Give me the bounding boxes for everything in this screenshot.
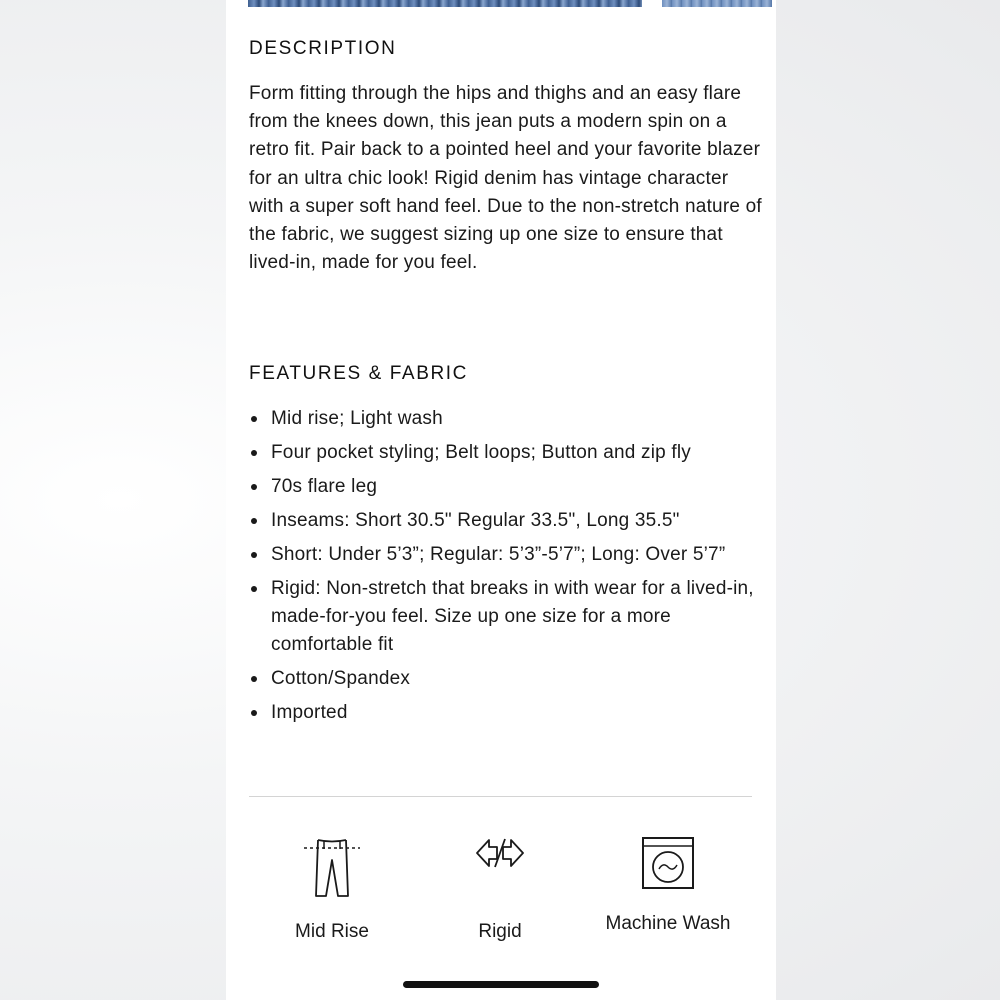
rigid-icon <box>475 836 525 870</box>
care-item-machine-wash <box>598 836 738 938</box>
bullet-icon <box>251 518 257 524</box>
description-heading: DESCRIPTION <box>249 38 397 59</box>
product-photo-thumbnail[interactable] <box>662 0 772 7</box>
list-item <box>249 473 764 501</box>
list-item <box>249 575 764 659</box>
feature-text: Cotton/Spandex <box>271 668 411 689</box>
product-details-panel <box>226 0 776 1000</box>
product-photo-main[interactable] <box>248 0 642 7</box>
bullet-icon <box>251 416 257 422</box>
bullet-icon <box>251 676 257 682</box>
list-item <box>249 699 764 727</box>
machine-wash-icon <box>641 836 695 890</box>
bullet-icon <box>251 586 257 592</box>
list-item <box>249 405 764 433</box>
feature-text: Four pocket styling; Belt loops; Button and zip fly <box>271 442 691 463</box>
feature-text: 70s flare leg <box>271 476 378 497</box>
feature-text: Inseams: Short 30.5" Regular 33.5", Long 35.5" <box>271 510 680 531</box>
bullet-icon <box>251 484 257 490</box>
list-item <box>249 439 764 467</box>
section-divider <box>249 796 752 797</box>
care-item-mid-rise <box>262 836 402 946</box>
description-text: Form fitting through the hips and thighs and an easy flare from the knees down, this jean puts a modern spin on a retro fit. Pair back to a pointed heel and your favorite blazer for an ultra chic look! Rigid denim has vintage character with a super soft hand feel. Due to the non-stretch nature of the fabric, we suggest sizing up one size to ensure that lived-in, made for you feel. <box>249 83 762 274</box>
list-item <box>249 507 764 535</box>
care-label: Rigid <box>478 921 522 942</box>
feature-text: Imported <box>271 702 348 723</box>
home-indicator[interactable] <box>403 981 599 988</box>
features-list <box>249 405 764 733</box>
feature-text: Mid rise; Light wash <box>271 408 443 429</box>
feature-text: Rigid: Non-stretch that breaks in with wear for a lived-in, made-for-you feel. Size up one size for a more comfortable fit <box>271 578 754 655</box>
list-item <box>249 541 764 569</box>
bullet-icon <box>251 552 257 558</box>
list-item <box>249 665 764 693</box>
features-heading: FEATURES & FABRIC <box>249 363 468 384</box>
mid-rise-icon <box>302 836 362 898</box>
bullet-icon <box>251 450 257 456</box>
care-label: Machine Wash <box>605 913 731 934</box>
care-label: Mid Rise <box>295 921 369 942</box>
bullet-icon <box>251 710 257 716</box>
feature-text: Short: Under 5’3”; Regular: 5’3”-5’7”; Long: Over 5’7” <box>271 544 726 565</box>
care-item-rigid <box>430 836 570 946</box>
